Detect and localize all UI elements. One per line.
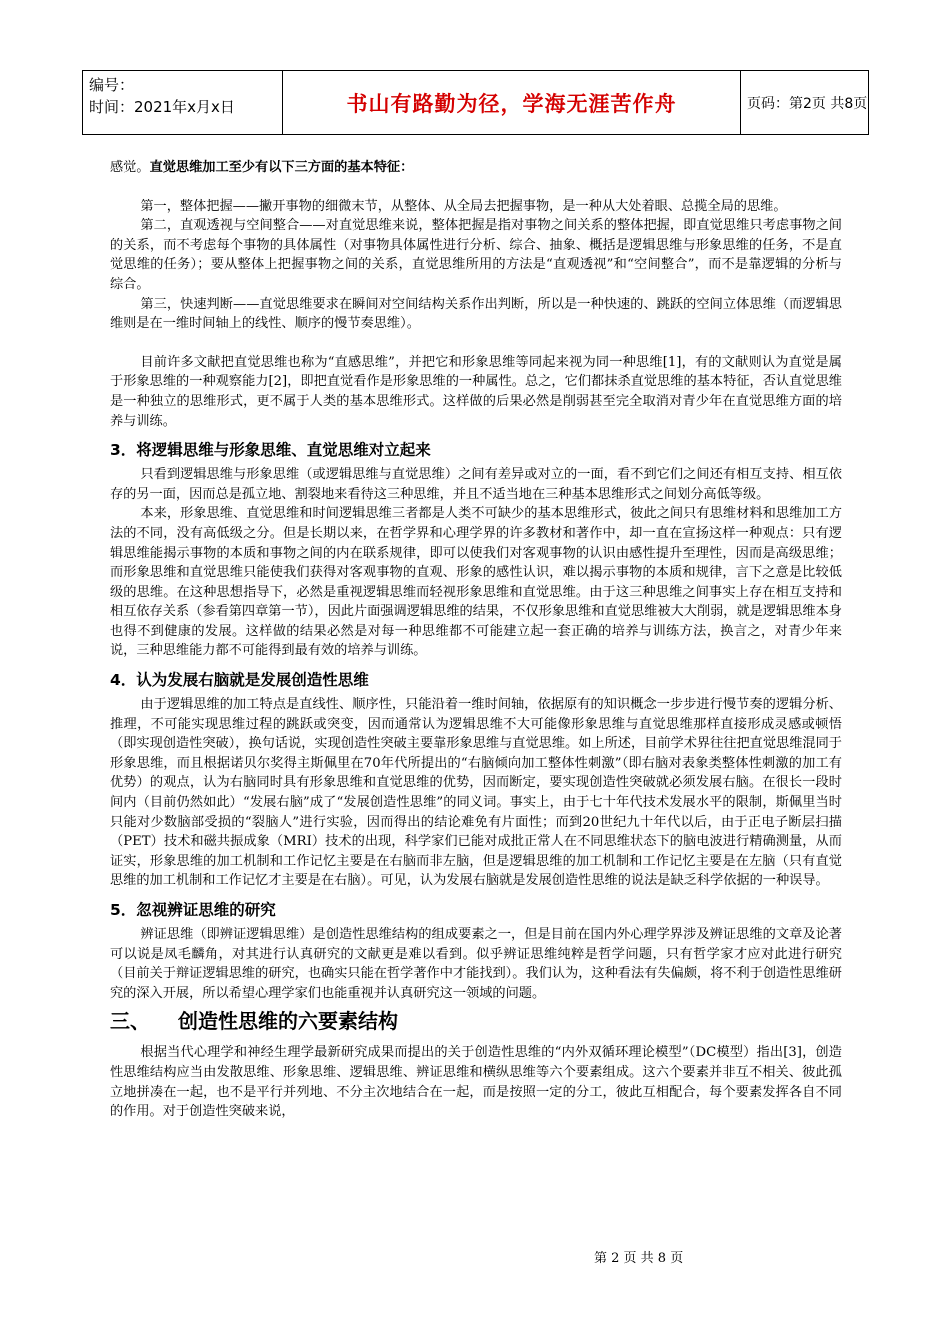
header-number-label: 编号： [89,76,135,94]
section-5-heading: 5．忽视辨证思维的研究 [110,901,276,919]
header-time-label: 时间：2021年x月x日 [89,98,235,116]
section-6-paragraph: 根据当代心理学和神经生理学最新研究成果而提出的关于创造性思维的“内外双循环理论模型”（DC模型）指出[3]，创造性思维结构应当由发散思维、形象思维、逻辑思维、辨证思维和横纵思维等六个要素组成。这六个要素并非互不相关、彼此孤立地拼凑在一起，也不是平行并列地、不分主次地结合在一起，而是按照一定的分工，彼此互相配合，每个要素发挥各自不同的作用。对于创造性突破来说， [110,1045,842,1120]
section-4-paragraph: 由于逻辑思维的加工特点是直线性、顺序性，只能沿着一维时间轴，依据原有的知识概念一步步进行慢节奏的逻辑分析、推理，不可能实现思维过程的跳跃或突变，因而通常认为逻辑思维不大可能像形象思维与直觉思维那样直接形成灵感或顿悟（即实现创造性突破），换句话说，实现创造性突破主要靠形象思维与直觉思维。如上所述，目前学术界往往把直觉思维混同于形象思维，而且根据诺贝尔奖得主斯佩里在70年代所提出的“右脑倾向加工整体性刺激”（即右脑对表象类整体性刺激的加工有优势）的观点，认为右脑同时具有形象思维和直觉思维的优势，因而断定，要实现创造性突破就必须发展右脑。在很长一段时间内（目前仍然如此）“发展右脑”成了“发展创造性思维”的同义词。事实上，由于七十年代技术发展水平的限制，斯佩里当时只能对少数脑部受损的“裂脑人”进行实验，因而得出的结论难免有片面性；而到20世纪九十年代以后，由于正电子断层扫描（PET）技术和磁共振成象（MRI）技术的出现，科学家们已能对成批正常人在不同思维状态下的脑电波进行精确测量，从而证实，形象思维的加工机制和工作记忆主要是在右脑而非左脑，但是逻辑思维的加工机制和工作记忆主要是在左脑（只有直觉思维的加工机制和工作记忆才主要是在右脑）。可见，认为发展右脑就是发展创造性思维的说法是缺乏科学依据的一种误导。 [110,697,842,889]
page-header [82,70,869,135]
document-body [110,158,842,1122]
page-footer: 第 2 页 共 8 页 [594,1251,684,1266]
intro-bold-text: 直觉思维加工至少有以下三方面的基本特征： [149,160,414,175]
header-meta-cell [83,71,283,134]
feature-1-paragraph: 第一，整体把握——撇开事物的细微末节，从整体、从全局去把握事物，是一种从大处着眼、总揽全局的思维。 [140,198,787,214]
section-3-paragraph-1: 只看到逻辑思维与形象思维（或逻辑思维与直觉思维）之间有差异或对立的一面，看不到它们之间还有相互支持、相互依存的另一面，因而总是孤立地、割裂地来看待这三种思维，并且不适当地在三种基本思维形式之间划分高低等级。 [110,467,842,502]
feature-2-paragraph: 第二，直观透视与空间整合——对直觉思维来说，整体把握是指对事物之间关系的整体把握，即直觉思维只考虑事物之间的关系，而不考虑每个事物的具体属性（对事物具体属性进行分析、综合、抽象、概括是逻辑思维与形象思维的任务，不是直觉思维的任务）；要从整体上把握事物之间的关系，直觉思维所用的方法是“直观透视”和“空间整合”，而不是靠逻辑的分析与综合。 [110,218,842,292]
current-literature-paragraph: 目前许多文献把直觉思维也称为“直感思维”，并把它和形象思维等同起来视为同一种思维[1]，有的文献则认为直觉是属于形象思维的一种观察能力[2]，即把直觉看作是形象思维的一种属性。总之，它们都抹杀直觉思维的基本特征，否认直觉思维是一种独立的思维形式，更不属于人类的基本思维形式。这样做的后果必然是削弱甚至完全取消对青少年在直觉思维方面的培养与训练。 [110,354,842,429]
intro-text: 感觉。 [110,160,150,175]
header-page-info: 页码：第2页 共8页 [747,95,868,112]
intro-paragraph [110,158,842,178]
chapter-3-heading [110,1007,842,1035]
section-3-paragraph-2: 本来，形象思维、直觉思维和时间逻辑思维三者都是人类不可缺少的基本思维形式，彼此之间只有思维材料和思维加工方法的不同，没有高低级之分。但是长期以来，在哲学界和心理学界的许多教材和著作中，却一直在宣扬这样一种观点：只有逻辑思维能揭示事物的本质和事物之间的内在联系规律，即可以使我们对客观事物的认识由感性提升至理性，因而是高级思维；而形象思维和直觉思维只能使我们获得对客观事物的直观、形象的感性认识，难以揭示事物的本质和规律，言下之意是比较低级的思维。在这种思想指导下，必然是重视逻辑思维而轻视形象思维和直觉思维。由于这三种思维之间事实上存在相互支持和相互依存关系（参看第四章第一节），因此片面强调逻辑思维的结果，不仅形象思维和直觉思维被大大削弱，就是逻辑思维本身也得不到健康的发展。这样做的结果必然是对每一种思维都不可能建立起一套正确的培养与训练方法，换言之，对青少年来说，三种思维能力都不可能得到最有效的培养与训练。 [110,506,842,659]
section-3-heading: 3．将逻辑思维与形象思维、直觉思维对立起来 [110,441,431,460]
section-5-paragraph: 辨证思维（即辨证逻辑思维）是创造性思维结构的组成要素之一，但是目前在国内外心理学界涉及辨证思维的文章及论著可以说是凤毛麟角，对其进行认真研究的文献更是难以看到。似乎辨证思维纯粹是哲学问题，只有哲学家才应对此进行研究（目前关于辩证逻辑思维的研究，也确实只能在哲学著作中才能找到）。我们认为，这种看法有失偏颇，将不利于创造性思维研究的深入开展，所以希望心理学家们也能重视并认真研究这一领域的问题。 [110,927,842,1001]
header-motto: 书山有路勤为径，学海无涯苦作舟 [283,71,741,134]
feature-3-paragraph: 第三，快速判断——直觉思维要求在瞬间对空间结构关系作出判断，所以是一种快速的、跳跃的空间立体思维（而逻辑思维则是在一维时间轴上的线性、顺序的慢节奏思维）。 [110,296,842,332]
section-4-heading: 4．认为发展右脑就是发展创造性思维 [110,671,369,690]
chapter-title: 创造性思维的六要素结构 [178,1009,398,1034]
chapter-number: 三、 [110,1009,150,1034]
